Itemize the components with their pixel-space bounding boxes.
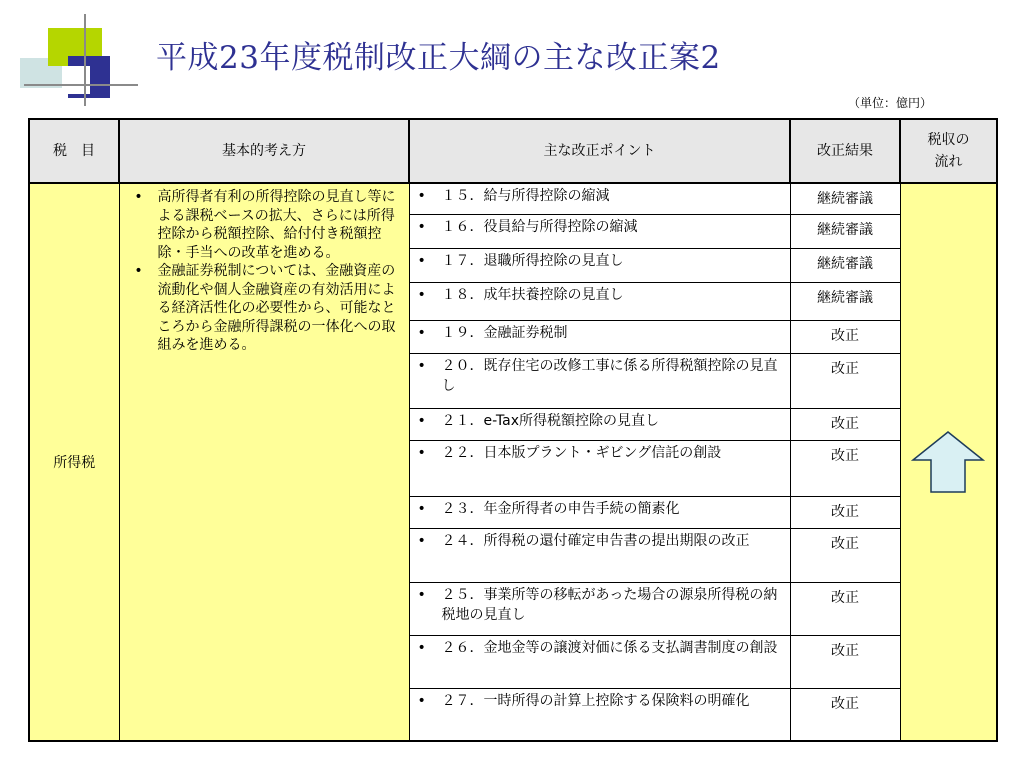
bullet: • [417, 218, 426, 235]
point-cell [409, 320, 790, 353]
basic-approach-list [120, 188, 403, 355]
bullet: • [417, 444, 426, 461]
point-cell [409, 688, 790, 741]
header-basic: 基本的考え方 [119, 119, 409, 183]
result-cell: 改正 [790, 320, 900, 353]
point-text: ２０．既存住宅の改修工事に係る所得税額控除の見直し [441, 357, 778, 394]
point-text: ２３．年金所得者の申告手続の簡素化 [441, 500, 680, 517]
up-arrow-icon [911, 430, 985, 494]
bullet: • [417, 500, 426, 517]
header-points: 主な改正ポイント [409, 119, 790, 183]
bullet: • [417, 586, 426, 603]
point-text: ２７．一時所得の計算上控除する保険料の明確化 [441, 692, 750, 709]
header-flow [900, 119, 997, 183]
basic-approach-cell [119, 183, 409, 741]
point-text: ２２．日本版プラント・ギビング信託の創設 [441, 444, 722, 461]
result-cell: 改正 [790, 353, 900, 408]
tax-reform-table [28, 118, 998, 742]
bullet: • [417, 412, 426, 429]
point-text: ２１．e-Tax所得税額控除の見直し [441, 412, 659, 429]
point-cell [409, 582, 790, 635]
bullet: • [134, 263, 143, 279]
page-title: 平成23年度税制改正大綱の主な改正案2 [156, 40, 721, 76]
logo-vertical-line [84, 14, 86, 106]
basic-item-text: 金融証券税制については、金融資産の流動化や個人金融資産の有効活用による経済活性化の必要性から、可能なところから金融所得課税の一体化への取組みを進める。 [157, 263, 396, 353]
point-cell [409, 183, 790, 214]
header-row [29, 119, 997, 183]
point-cell [409, 528, 790, 582]
point-cell [409, 635, 790, 688]
point-cell [409, 408, 790, 440]
result-cell: 改正 [790, 408, 900, 440]
point-text: ２６．金地金等の譲渡対価に係る支払調書制度の創設 [441, 639, 778, 656]
header-kind: 税 目 [29, 119, 119, 183]
point-cell [409, 214, 790, 248]
result-cell: 改正 [790, 528, 900, 582]
result-cell: 継続審議 [790, 214, 900, 248]
point-text: １７．退職所得控除の見直し [441, 252, 624, 269]
point-text: １８．成年扶養控除の見直し [441, 286, 624, 303]
point-cell [409, 282, 790, 320]
point-cell [409, 496, 790, 528]
bullet: • [417, 286, 426, 303]
result-cell: 継続審議 [790, 183, 900, 214]
point-cell [409, 440, 790, 496]
header-result: 改正結果 [790, 119, 900, 183]
bullet: • [417, 252, 426, 269]
bullet: • [417, 357, 426, 374]
bullet: • [134, 189, 143, 205]
point-text: ２４．所得税の還付確定申告書の提出期限の改正 [441, 532, 750, 549]
result-cell: 改正 [790, 440, 900, 496]
result-cell: 改正 [790, 582, 900, 635]
bullet: • [417, 324, 426, 341]
table-row [29, 183, 997, 214]
point-cell [409, 248, 790, 282]
revenue-flow-cell [900, 183, 997, 741]
result-cell: 継続審議 [790, 248, 900, 282]
result-cell: 改正 [790, 496, 900, 528]
point-text: １６．役員給与所得控除の縮減 [441, 218, 638, 235]
point-text: ２５．事業所等の移転があった場合の源泉所得税の納税地の見直し [441, 586, 778, 623]
bullet: • [417, 639, 426, 656]
basic-item [120, 188, 403, 262]
header-flow-line1: 税収の [927, 132, 970, 148]
header-flow-line2: 流れ [934, 154, 963, 170]
point-text: １９．金融証券税制 [441, 324, 568, 341]
result-cell: 改正 [790, 688, 900, 741]
logo-horizontal-line [24, 84, 138, 86]
bullet: • [417, 188, 426, 204]
result-cell: 継続審議 [790, 282, 900, 320]
bullet: • [417, 532, 426, 549]
unit-label: （単位：億円） [847, 96, 932, 110]
point-cell [409, 353, 790, 408]
basic-item [120, 262, 403, 355]
bullet: • [417, 692, 426, 709]
point-text: １５．給与所得控除の縮減 [441, 188, 610, 204]
tax-kind-cell: 所得税 [29, 183, 119, 741]
basic-item-text: 高所得者有利の所得控除の見直し等による課税ベースの拡大、さらには所得控除から税額控除、給付付き税額控除・手当への改革を進める。 [157, 189, 396, 261]
result-cell: 改正 [790, 635, 900, 688]
